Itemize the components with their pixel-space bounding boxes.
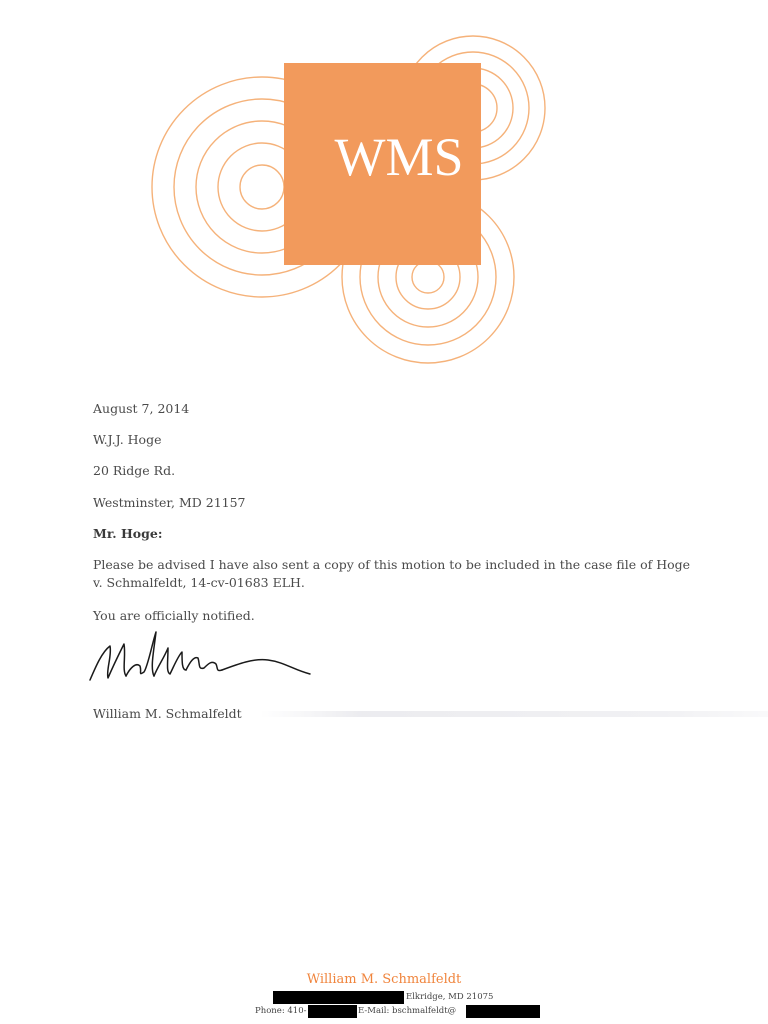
- recipient-name: W.J.J. Hoge: [93, 432, 162, 447]
- redacted-address: [273, 991, 404, 1004]
- logo-text: WMS: [334, 127, 464, 187]
- footer-phone-label: Phone: 410-: [255, 1006, 307, 1016]
- redacted-phone: [308, 1005, 357, 1018]
- footer-city: Elkridge, MD 21075: [406, 992, 494, 1002]
- body-line-2: v. Schmalfeldt, 14-cv-01683 ELH.: [93, 575, 305, 590]
- scan-streak: [260, 711, 768, 717]
- handwritten-signature: [88, 626, 318, 688]
- signer-name: William M. Schmalfeldt: [93, 706, 242, 721]
- footer-name: William M. Schmalfeldt: [306, 972, 462, 987]
- notice-line: You are officially notified.: [93, 608, 255, 623]
- letter-date: August 7, 2014: [93, 401, 190, 416]
- salutation: Mr. Hoge:: [93, 526, 163, 541]
- footer-email-label: E-Mail: bschmalfeldt@: [358, 1006, 457, 1016]
- recipient-city: Westminster, MD 21157: [93, 495, 246, 510]
- body-line-1: Please be advised I have also sent a copy of this motion to be included in the case file of Hoge: [93, 557, 691, 572]
- redacted-email: [466, 1005, 540, 1018]
- recipient-street: 20 Ridge Rd.: [93, 463, 176, 478]
- wms-logo: [0, 0, 768, 380]
